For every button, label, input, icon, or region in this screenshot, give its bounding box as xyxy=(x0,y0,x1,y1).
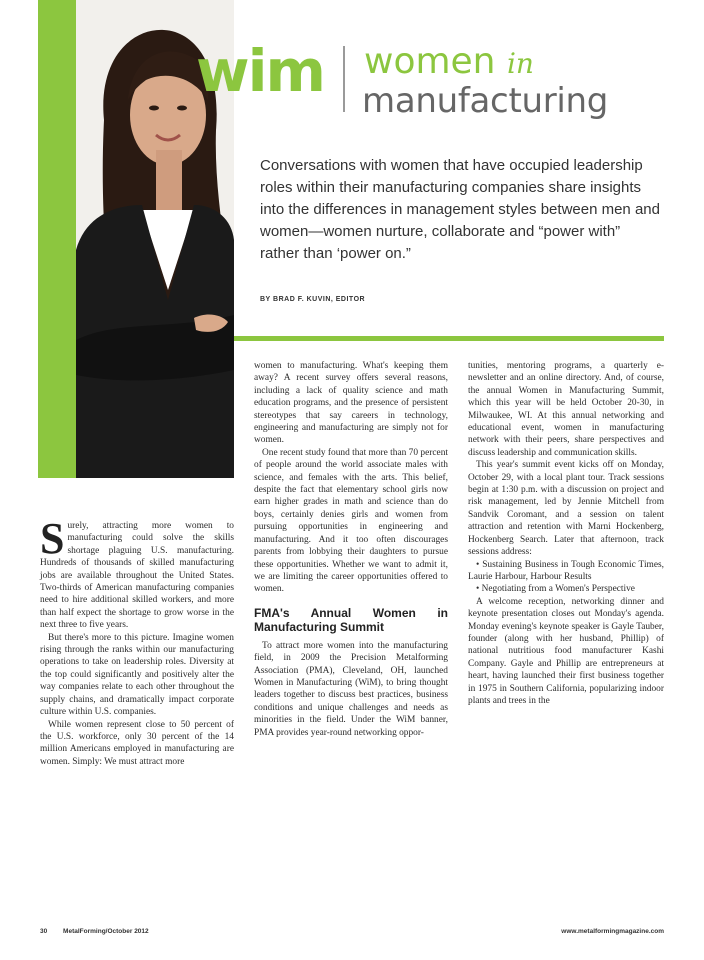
byline: BY BRAD F. KUVIN, EDITOR xyxy=(260,296,366,303)
bullet-item: • Negotiating from a Women's Perspective xyxy=(476,584,635,595)
body-column-1 xyxy=(40,514,234,768)
body-column-3 xyxy=(468,360,664,707)
paragraph: Surely, attracting more women to manufacturing could solve the skills shortage plaguing U.S. manufacturing. Hundreds of thousands of skilled manufacturing jobs are available throughout the United States. Two-thirds of American manufacturing companies need to hire additional skilled workers, and more than half expect the shortage to grow worse in the next three to five years. xyxy=(40,514,234,631)
paragraph: To attract more women into the manufacturing field, in 2009 the Precision Metalforming Association (PMA), Cleveland, OH, launched Women in Manufacturing (WiM), to bring thought leaders together to discuss best practices, business conditions and unique challenges and needs as minorities in the field. Under the WiM banner, PMA provides year-round networking oppor- xyxy=(254,640,448,738)
logo-word-manufacturing: manufacturing xyxy=(362,81,609,121)
paragraph: tunities, mentoring programs, a quarterly e-newsletter and an online directory. And, of course, the annual Women in Manufacturing Summit, which this year will be held October 20-30, in Milwaukee, WI. At this annual networking and educational event, women in manufacturing network with their peers, share perspectives and discuss leadership and communication skills. xyxy=(468,361,664,458)
accent-bar xyxy=(38,0,76,478)
drop-cap: S xyxy=(40,514,65,563)
paragraph: One recent study found that more than 70 percent of people around the world associate males with science, and females with the arts. This belief, despite the fact that elementary school girls now earn higher grades in math and science than do boys, certainly denies girls and women from pursuing opportunities in engineering and manufacturing. And it too often discourages parents from lobbying their daughters to pursue these opportunities. Whether we want to admit it, we are limiting the career opportunities offered to women. xyxy=(254,447,448,595)
bullet-item: • Sustaining Business in Tough Economic Times, Laurie Harbour, Harbour Results xyxy=(468,559,664,582)
paragraph: But there's more to this picture. Imagine women rising through the ranks within our manufacturing operations to take on leadership roles. Diversity at the top could significantly and positively alter the way companies relate to each other throughout the supply chains, and dramatically impact corporate culture within U.S. companies. xyxy=(40,632,234,718)
logo-word-in: in xyxy=(506,47,534,80)
website-url: www.metalformingmagazine.com xyxy=(561,928,664,935)
footer-left xyxy=(40,928,149,935)
body-column-2 xyxy=(254,360,448,739)
article-deck: Conversations with women that have occupied leadership roles within their manufacturing companies share insights into the differences in management styles between men and women—women nurture, collaborate and “power with” rather than ‘power on.” xyxy=(260,157,660,262)
logo-divider xyxy=(343,46,345,112)
paragraph: While women represent close to 50 percent of the U.S. workforce, only 30 percent of the 14 million Americans employed in manufacturing are women. Simply: We must attract more xyxy=(40,719,234,767)
logo-title-line1 xyxy=(364,41,534,82)
publication-name: MetalForming/October 2012 xyxy=(63,928,149,935)
wim-logo: wim xyxy=(196,37,324,105)
header-rule xyxy=(234,336,664,341)
paragraph: A welcome reception, networking dinner and keynote presentation closes out Monday's agenda. Monday evening's keynote speaker is Gayle Tauber, founder (along with her husband, Phillip) of national nutritious food manufacturer Kashi Company. Gayle and Phillip are entrepreneurs at heart, having launched their first business together in 1975 in Southern California, popularizing indoor plants and trees in the xyxy=(468,596,664,706)
section-subhead: FMA's Annual Women in Manufacturing Summit xyxy=(254,605,448,634)
logo-word-women: women xyxy=(364,41,496,82)
paragraph: This year's summit event kicks off on Monday, October 29, with a local plant tour. Track sessions begin at 1:30 p.m. with a discussion on project and risk management, led by Jennie Mitchell from Sandvik Coromant, and a session on talent attraction and retention with Marni Hockenberg, Hockenberg Search. Later that afternoon, track sessions address: xyxy=(468,460,664,558)
page-number: 30 xyxy=(40,928,48,935)
paragraph: women to manufacturing. What's keeping them away? A recent survey offers several reasons, including a lack of quality science and math education programs, and the presence of persistent stereotypes that say careers in technology, engineering and manufacturing are simply not for women. xyxy=(254,361,448,446)
